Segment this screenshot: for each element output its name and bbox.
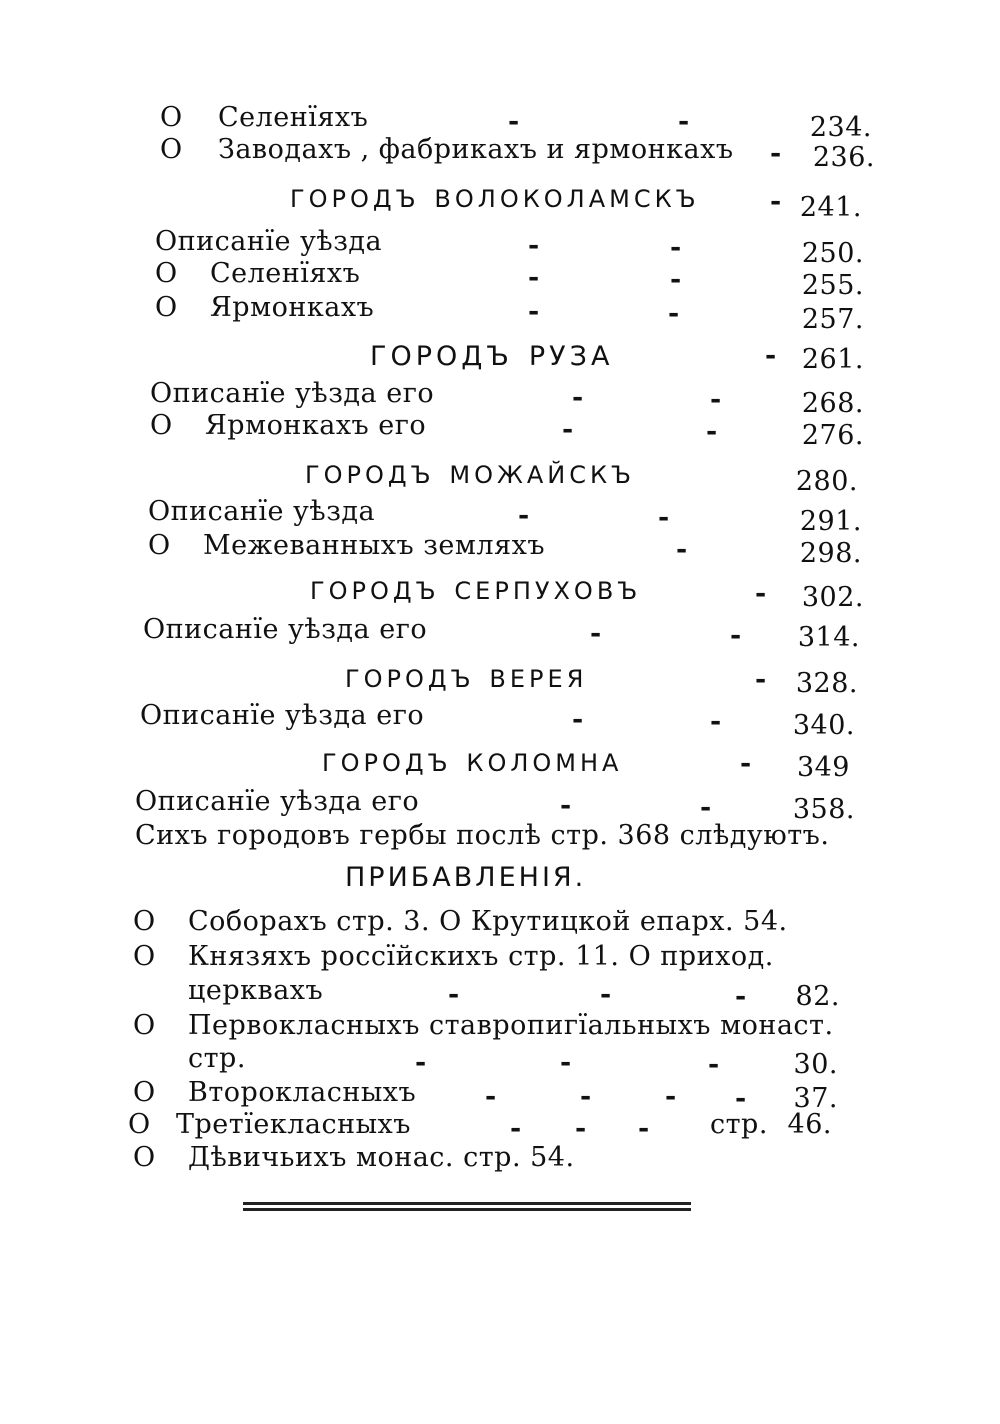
- dot-leader: -: [415, 1047, 427, 1078]
- toc-entry: [148, 530, 545, 561]
- dot-leader: -: [676, 534, 688, 565]
- addition-text: Князяхъ россїйскихъ стр. 11. О приход.: [188, 941, 774, 972]
- addition-o: О: [133, 941, 156, 972]
- city-heading: городъ волоколамскъ: [290, 176, 700, 216]
- toc-text: Описанїе уѣзда: [148, 496, 376, 527]
- city-heading: городъ серпуховъ: [310, 568, 642, 608]
- toc-entry: [140, 700, 424, 731]
- dot-leader: -: [770, 186, 782, 217]
- page-number: 250.: [801, 238, 864, 269]
- dot-leader: -: [572, 382, 584, 413]
- dot-leader: -: [485, 1081, 497, 1112]
- page-number: 46.: [787, 1109, 832, 1140]
- page-number: 257.: [801, 304, 864, 335]
- page-number: 328.: [795, 668, 858, 699]
- toc-text: Селенїяхъ: [218, 102, 369, 133]
- dot-leader: -: [670, 264, 682, 295]
- dot-leader: -: [710, 384, 722, 415]
- addition-text: Дѣвичьихъ монас. стр. 54.: [188, 1142, 575, 1173]
- addition-line: [133, 975, 323, 1006]
- addition-o: О: [133, 1077, 156, 1108]
- dot-leader: -: [528, 230, 540, 261]
- dot-leader: -: [735, 981, 747, 1012]
- page-number: 255.: [801, 270, 864, 301]
- addition-line: [133, 906, 788, 937]
- page-number: 234.: [809, 112, 872, 143]
- dot-leader: -: [765, 340, 777, 371]
- dot-leader: -: [735, 1083, 747, 1114]
- toc-text: Описанїе уѣзда его: [140, 700, 425, 731]
- addition-line: [133, 1010, 834, 1041]
- page-number: 340.: [792, 710, 855, 741]
- closing-rule: [243, 1202, 691, 1211]
- toc-text: Заводахъ , фабрикахъ и ярмонкахъ: [218, 134, 734, 165]
- dot-leader: -: [562, 414, 574, 445]
- dot-leader: -: [670, 232, 682, 263]
- additions-title: ПРИБАВЛЕНІЯ.: [345, 862, 587, 893]
- toc-entry: [150, 378, 434, 409]
- toc-entry: [143, 614, 427, 645]
- toc-text: Описанїе уѣзда его: [143, 614, 428, 645]
- dot-leader: -: [740, 748, 752, 779]
- dot-leader: -: [665, 1081, 677, 1112]
- page-number: 302.: [801, 582, 864, 613]
- dot-leader: -: [770, 138, 782, 169]
- page-prefix: стр.: [710, 1109, 768, 1140]
- toc-entry: [160, 134, 734, 165]
- addition-text: Первокласныхъ ставропигїальныхъ монаст.: [188, 1010, 834, 1041]
- toc-text: Ярмонкахъ: [210, 292, 375, 323]
- addition-text: Третїекласныхъ: [176, 1109, 411, 1140]
- city-heading: городъ коломна: [322, 740, 623, 780]
- dot-leader: -: [510, 1113, 522, 1144]
- addition-text: церквахъ: [188, 975, 324, 1006]
- city-heading: городъ руза: [370, 330, 614, 374]
- page-number: 280.: [795, 466, 858, 497]
- dot-leader: -: [528, 262, 540, 293]
- toc-o: О: [155, 292, 178, 323]
- dot-leader: -: [560, 790, 572, 821]
- dot-leader: -: [755, 578, 767, 609]
- page-number: 349: [796, 752, 850, 783]
- addition-o: О: [133, 1010, 156, 1041]
- toc-o: О: [155, 258, 178, 289]
- addition-o: О: [133, 906, 156, 937]
- addition-line: [133, 1142, 575, 1173]
- dot-leader: -: [700, 792, 712, 823]
- dot-leader: -: [448, 979, 460, 1010]
- page-number: 314.: [797, 622, 860, 653]
- toc-text: Ярмонкахъ его: [205, 410, 427, 441]
- toc-entry: [148, 496, 375, 527]
- dot-leader: -: [590, 618, 602, 649]
- addition-text: Соборахъ стр. 3. О Крутицкой епарх. 54.: [188, 906, 788, 937]
- dot-leader: -: [572, 704, 584, 735]
- dot-leader: -: [708, 1049, 720, 1080]
- addition-line: [133, 941, 774, 972]
- city-heading: городъ верея: [345, 656, 588, 696]
- dot-leader: -: [508, 106, 520, 137]
- dot-leader: -: [755, 664, 767, 695]
- dot-leader: -: [658, 502, 670, 533]
- addition-text: стр.: [188, 1043, 246, 1074]
- dot-leader: -: [580, 1081, 592, 1112]
- page-number: 298.: [799, 538, 862, 569]
- dot-leader: -: [600, 979, 612, 1010]
- page-number: 261.: [801, 344, 864, 375]
- addition-line: [133, 1077, 416, 1108]
- addition-o: О: [133, 1142, 156, 1173]
- toc-entry: [135, 786, 419, 817]
- toc-text: Селенїяхъ: [210, 258, 361, 289]
- toc-text: Описанїе уѣзда его: [135, 786, 420, 817]
- toc-entry: [155, 258, 360, 289]
- dot-leader: -: [706, 416, 718, 447]
- toc-entry: [150, 410, 426, 441]
- dot-leader: -: [638, 1113, 650, 1144]
- dot-leader: -: [678, 106, 690, 137]
- dot-leader: -: [730, 620, 742, 651]
- page-number: 236.: [812, 142, 875, 173]
- toc-entry: [155, 292, 374, 323]
- toc-text: Описанїе уѣзда: [155, 226, 383, 257]
- dot-leader: -: [560, 1047, 572, 1078]
- dot-leader: -: [518, 500, 530, 531]
- page-number: 276.: [801, 420, 864, 451]
- arms-note: Сихъ городовъ гербы послѣ стр. 368 слѣдуютъ.: [135, 820, 830, 851]
- toc-o: О: [160, 102, 183, 133]
- page-number: 37.: [793, 1083, 838, 1114]
- addition-o: О: [128, 1109, 151, 1140]
- toc-o: О: [150, 410, 173, 441]
- addition-line: [128, 1109, 411, 1140]
- addition-text: Второкласныхъ: [188, 1077, 417, 1108]
- page-number: 241.: [799, 192, 862, 223]
- page-number: 82.: [795, 981, 840, 1012]
- dot-leader: -: [668, 298, 680, 329]
- page-number: 358.: [792, 794, 855, 825]
- city-heading: городъ можайскъ: [305, 452, 636, 492]
- page-number: 30.: [793, 1049, 838, 1080]
- toc-o: О: [160, 134, 183, 165]
- dot-leader: -: [528, 296, 540, 327]
- page-number: 291.: [799, 506, 862, 537]
- toc-entry: [160, 102, 368, 133]
- dot-leader: -: [575, 1113, 587, 1144]
- page-number: 268.: [801, 388, 864, 419]
- toc-entry: [155, 226, 382, 257]
- addition-line: [133, 1043, 246, 1074]
- toc-o: О: [148, 530, 171, 561]
- dot-leader: -: [710, 706, 722, 737]
- toc-text: Межеванныхъ земляхъ: [203, 530, 546, 561]
- toc-text: Описанїе уѣзда его: [150, 378, 435, 409]
